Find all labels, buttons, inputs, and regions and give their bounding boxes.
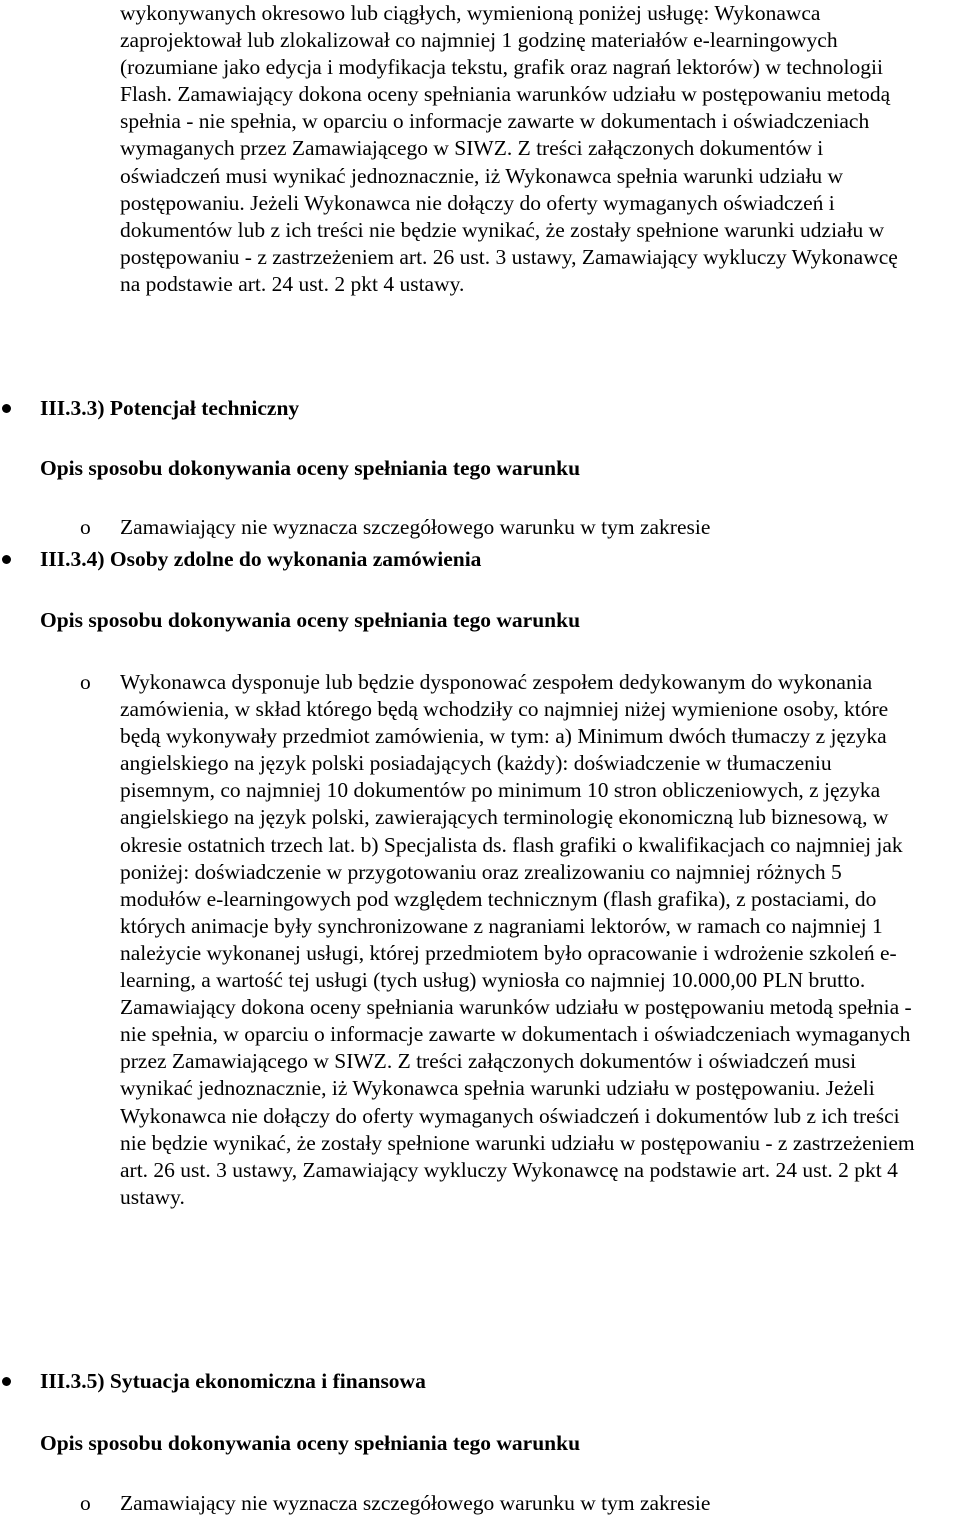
list-marker-icon: o <box>80 515 91 539</box>
list-marker-icon: o <box>80 1491 91 1515</box>
description-heading: Opis sposobu dokonywania oceny spełniania tego warunku <box>40 608 581 632</box>
section-heading-osoby-zdolne: III.3.4) Osoby zdolne do wykonania zamówienia <box>40 547 482 571</box>
list-marker-icon: o <box>80 670 91 694</box>
bullet-icon <box>2 1377 11 1386</box>
bullet-icon <box>2 404 11 413</box>
description-heading: Opis sposobu dokonywania oceny spełniania tego warunku <box>40 456 581 480</box>
section-heading-sytuacja-ekonomiczna: III.3.5) Sytuacja ekonomiczna i finansowa <box>40 1369 426 1393</box>
list-item: Zamawiający nie wyznacza szczegółowego warunku w tym zakresie <box>120 1491 711 1515</box>
bullet-icon <box>2 555 11 564</box>
section-heading-potencjal-techniczny: III.3.3) Potencjał techniczny <box>40 396 300 420</box>
list-item: Wykonawca dysponuje lub będzie dysponować zespołem dedykowanym do wykonania zamówienia, w skład którego będą wchodziły co najmniej niżej wymienione osoby, które będą wykonywały przedmiot zamówienia, w tym: a) Minimum dwóch tłumaczy z języka angielskiego na język polski posiadających (każdy): doświadczenie w tłumaczeniu pisemnym, co najmniej 10 dokumentów po minimum 10 stron obliczeniowych, z języka angielskiego na język polski, zawierających terminologię ekonomiczną lub biznesową, w okresie ostatnich trzech lat. b) Specjalista ds. flash grafiki o kwalifikacjach co najmniej jak poniżej: doświadczenie w przygotowaniu oraz zrealizowaniu co najmniej różnych 5 modułów e-learningowych pod względem technicznym (flash grafika), z postaciami, do których animacje były synchronizowane z nagraniami lektorów, w ramach co najmniej 1 należycie wykonanej usługi, której przedmiotem było opracowanie i wdrożenie szkoleń e-learning, a wartość tej usługi (tych usług) wyniosła co najmniej 10.000,00 PLN brutto. Zamawiający dokona oceny spełniania warunków udziału w postępowaniu metodą spełnia - nie spełnia, w oparciu o informacje zawarte w dokumentach i oświadczeniach wymaganych przez Zamawiającego w SIWZ. Z treści załączonych dokumentów i oświadczeń musi wynikać jednoznacznie, iż Wykonawca spełnia warunki udziału w postępowaniu. Jeżeli Wykonawca nie dołączy do oferty wymaganych oświadczeń i dokumentów lub z ich treści nie będzie wynikać, że zostały spełnione warunki udziału w postępowaniu - z zastrzeżeniem art. 26 ust. 3 ustawy, Zamawiający wykluczy Wykonawcę na podstawie art. 24 ust. 2 pkt 4 ustawy. <box>120 670 915 1209</box>
description-heading: Opis sposobu dokonywania oceny spełniania tego warunku <box>40 1431 581 1455</box>
list-item: Zamawiający nie wyznacza szczegółowego warunku w tym zakresie <box>120 515 711 539</box>
intro-paragraph: wykonywanych okresowo lub ciągłych, wymienioną poniżej usługę: Wykonawca zaprojektował lub zlokalizował co najmniej 1 godzinę materiałów e-learningowych (rozumiane jako edycja i modyfikacja tekstu, grafik oraz nagrań lektorów) w technologii Flash. Zamawiający dokona oceny spełniania warunków udziału w postępowaniu metodą spełnia - nie spełnia, w oparciu o informacje zawarte w dokumentach i oświadczeniach wymaganych przez Zamawiającego w SIWZ. Z treści załączonych dokumentów i oświadczeń musi wynikać jednoznacznie, iż Wykonawca spełnia warunki udziału w postępowaniu. Jeżeli Wykonawca nie dołączy do oferty wymaganych oświadczeń i dokumentów lub z ich treści nie będzie wynikać, że zostały spełnione warunki udziału w postępowaniu - z zastrzeżeniem art. 26 ust. 3 ustawy, Zamawiający wykluczy Wykonawcę na podstawie art. 24 ust. 2 pkt 4 ustawy. <box>120 1 898 296</box>
